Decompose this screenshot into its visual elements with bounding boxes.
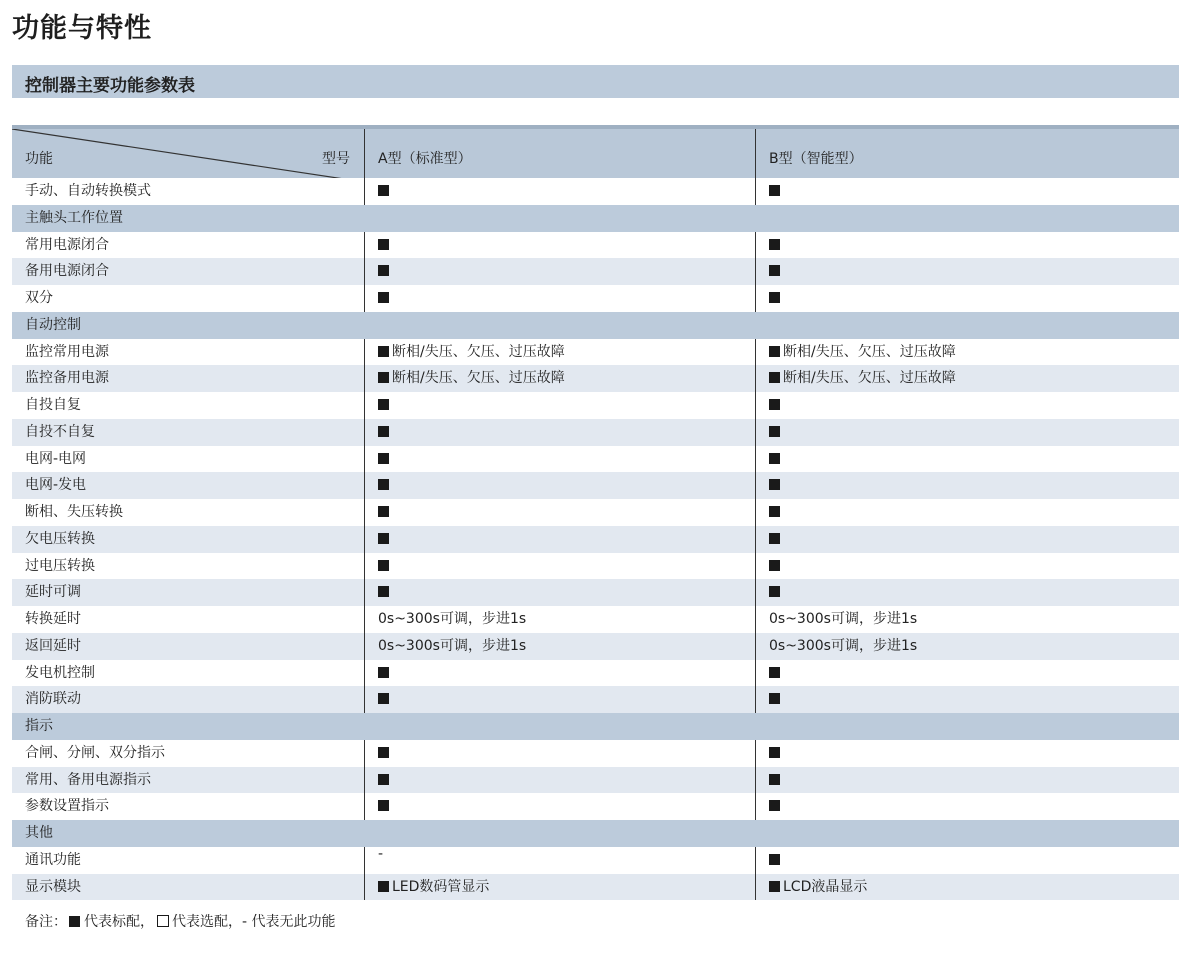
standard-square-icon xyxy=(769,854,780,865)
function-name-cell: 断相、失压转换 xyxy=(25,504,123,520)
footnote-prefix: 备注： xyxy=(25,914,67,930)
standard-square-icon xyxy=(378,239,389,250)
standard-square-icon xyxy=(769,693,780,704)
table-row xyxy=(12,606,1179,633)
type-b-cell: 0s~300s可调，步进1s xyxy=(755,633,1179,660)
type-b-cell xyxy=(755,579,1179,606)
type-b-cell xyxy=(755,472,1179,499)
type-a-cell xyxy=(364,793,755,820)
type-b-cell xyxy=(755,419,1179,446)
table-group-row xyxy=(12,205,1179,232)
header-model-label: 型号 xyxy=(322,151,350,167)
type-b-cell xyxy=(755,446,1179,473)
table-row xyxy=(12,499,1179,526)
standard-square-icon xyxy=(378,747,389,758)
table-row xyxy=(12,767,1179,794)
function-name-cell: 显示模块 xyxy=(25,878,81,895)
type-b-cell xyxy=(755,553,1179,580)
footnote-none-mark: - xyxy=(242,914,248,930)
type-b-cell xyxy=(755,499,1179,526)
type-a-cell: 0s~300s可调，步进1s xyxy=(364,633,755,660)
table-row xyxy=(12,419,1179,446)
standard-square-icon xyxy=(769,560,780,571)
table-group-row xyxy=(12,312,1179,339)
table-row xyxy=(12,178,1179,205)
type-a-cell xyxy=(364,232,755,259)
type-b-cell xyxy=(755,767,1179,794)
function-name-cell: 转换延时 xyxy=(25,611,81,627)
standard-square-icon xyxy=(378,533,389,544)
standard-square-icon xyxy=(378,372,389,383)
header-function-model-cell xyxy=(12,129,364,178)
table-row xyxy=(12,365,1179,392)
type-a-cell xyxy=(364,392,755,419)
function-name-cell: 自投不自复 xyxy=(25,423,95,440)
function-name-cell: 通讯功能 xyxy=(25,851,81,868)
standard-square-icon xyxy=(378,774,389,785)
type-b-cell xyxy=(755,285,1179,312)
standard-square-icon xyxy=(769,372,780,383)
standard-square-icon xyxy=(769,399,780,410)
footnote-none-text: 代表无此功能 xyxy=(251,914,336,930)
function-name-cell: 返回延时 xyxy=(25,637,81,654)
header-type-b-label: B型（智能型） xyxy=(769,151,863,167)
type-a-cell xyxy=(364,740,755,767)
type-a-cell xyxy=(364,767,755,794)
table-group-row xyxy=(12,820,1179,847)
table-row xyxy=(12,660,1179,687)
type-a-cell xyxy=(364,660,755,687)
function-parameter-table xyxy=(12,125,1179,900)
type-a-cell xyxy=(364,499,755,526)
table-row xyxy=(12,686,1179,713)
standard-square-icon xyxy=(378,346,389,357)
group-label: 其他 xyxy=(25,825,53,841)
function-name-cell: 双分 xyxy=(25,290,53,306)
standard-square-icon xyxy=(769,426,780,437)
standard-square-icon xyxy=(769,533,780,544)
function-name-cell: 监控常用电源 xyxy=(25,343,109,360)
standard-square-icon xyxy=(378,506,389,517)
function-name-cell: 欠电压转换 xyxy=(25,530,95,547)
standard-square-icon xyxy=(378,265,389,276)
function-name-cell: 延时可调 xyxy=(25,584,81,601)
group-label: 主触头工作位置 xyxy=(25,209,123,226)
standard-square-icon xyxy=(378,479,389,490)
type-b-cell: LCD液晶显示 xyxy=(755,874,1179,901)
type-b-cell xyxy=(755,178,1179,205)
standard-square-icon xyxy=(769,292,780,303)
table-row xyxy=(12,874,1179,901)
standard-square-icon xyxy=(769,800,780,811)
standard-square-icon xyxy=(769,346,780,357)
function-name-cell: 电网-电网 xyxy=(25,450,87,467)
function-name-cell: 常用电源闭合 xyxy=(25,236,109,253)
optional-square-outline-icon xyxy=(157,915,169,927)
function-name-cell: 合闸、分闸、双分指示 xyxy=(25,744,165,761)
function-name-cell: 发电机控制 xyxy=(25,664,95,681)
type-a-cell xyxy=(364,446,755,473)
type-b-cell xyxy=(755,526,1179,553)
table-body xyxy=(12,178,1179,900)
standard-square-icon xyxy=(769,265,780,276)
group-label: 指示 xyxy=(25,718,53,734)
table-row xyxy=(12,232,1179,259)
table-row xyxy=(12,847,1179,874)
type-a-cell: 0s~300s可调，步进1s xyxy=(364,606,755,633)
type-a-cell xyxy=(364,553,755,580)
standard-square-icon xyxy=(378,667,389,678)
type-a-cell: 断相/失压、欠压、过压故障 xyxy=(364,339,755,366)
header-type-a-label: A型（标准型） xyxy=(378,151,472,167)
standard-square-icon xyxy=(769,747,780,758)
table-row xyxy=(12,258,1179,285)
type-b-cell xyxy=(755,660,1179,687)
standard-square-icon xyxy=(769,881,780,892)
table-row xyxy=(12,472,1179,499)
standard-square-icon xyxy=(378,881,389,892)
header-type-a xyxy=(364,129,755,178)
type-a-cell: 断相/失压、欠压、过压故障 xyxy=(364,365,755,392)
table-row xyxy=(12,579,1179,606)
footnote xyxy=(25,911,336,931)
type-b-cell xyxy=(755,258,1179,285)
type-a-cell xyxy=(364,686,755,713)
type-b-cell xyxy=(755,740,1179,767)
type-b-cell xyxy=(755,232,1179,259)
standard-square-icon xyxy=(769,479,780,490)
header-function-label: 功能 xyxy=(25,151,53,167)
table-row xyxy=(12,392,1179,419)
standard-square-icon xyxy=(378,453,389,464)
type-a-cell xyxy=(364,258,755,285)
standard-square-icon xyxy=(769,667,780,678)
standard-square-icon xyxy=(378,586,389,597)
standard-square-icon xyxy=(378,292,389,303)
type-b-cell xyxy=(755,793,1179,820)
none-mark: - xyxy=(378,846,384,862)
function-name-cell: 消防联动 xyxy=(25,691,81,708)
function-name-cell: 备用电源闭合 xyxy=(25,263,109,280)
standard-square-icon xyxy=(769,586,780,597)
section-header-bar xyxy=(12,65,1179,98)
type-b-cell: 断相/失压、欠压、过压故障 xyxy=(755,339,1179,366)
table-row xyxy=(12,553,1179,580)
group-label: 自动控制 xyxy=(25,316,81,333)
type-b-cell: 0s~300s可调，步进1s xyxy=(755,606,1179,633)
function-name-cell: 手动、自动转换模式 xyxy=(25,183,151,199)
standard-square-icon xyxy=(378,560,389,571)
type-b-cell xyxy=(755,686,1179,713)
table-row xyxy=(12,740,1179,767)
type-b-cell xyxy=(755,847,1179,874)
type-b-cell xyxy=(755,392,1179,419)
footnote-optional-text: 代表选配， xyxy=(172,914,242,930)
standard-square-icon xyxy=(378,800,389,811)
standard-square-icon xyxy=(769,506,780,517)
table-row xyxy=(12,633,1179,660)
type-a-cell xyxy=(364,579,755,606)
function-name-cell: 监控备用电源 xyxy=(25,370,109,387)
standard-square-icon xyxy=(769,239,780,250)
standard-square-icon xyxy=(378,426,389,437)
function-name-cell: 参数设置指示 xyxy=(25,798,109,815)
function-name-cell: 常用、备用电源指示 xyxy=(25,771,151,788)
standard-square-icon xyxy=(769,774,780,785)
function-name-cell: 过电压转换 xyxy=(25,557,95,574)
footnote-standard-text: 代表标配， xyxy=(84,914,154,930)
header-type-b xyxy=(755,129,1179,178)
type-a-cell xyxy=(364,285,755,312)
standard-square-icon xyxy=(769,185,780,196)
standard-square-icon xyxy=(378,399,389,410)
type-a-cell xyxy=(364,847,755,874)
type-a-cell xyxy=(364,472,755,499)
table-row xyxy=(12,446,1179,473)
function-name-cell: 自投自复 xyxy=(25,397,81,413)
table-row xyxy=(12,793,1179,820)
standard-square-icon xyxy=(69,916,80,927)
function-name-cell: 电网-发电 xyxy=(25,477,87,494)
type-a-cell xyxy=(364,526,755,553)
standard-square-icon xyxy=(378,185,389,196)
table-header-row xyxy=(12,125,1179,178)
table-group-row xyxy=(12,713,1179,740)
type-a-cell xyxy=(364,419,755,446)
standard-square-icon xyxy=(378,693,389,704)
standard-square-icon xyxy=(769,453,780,464)
table-row xyxy=(12,339,1179,366)
type-a-cell: LED数码管显示 xyxy=(364,874,755,901)
table-row xyxy=(12,526,1179,553)
type-a-cell xyxy=(364,178,755,205)
table-row xyxy=(12,285,1179,312)
page-title: 功能与特性 xyxy=(12,13,152,44)
type-b-cell: 断相/失压、欠压、过压故障 xyxy=(755,365,1179,392)
header-diagonal-line xyxy=(12,129,364,182)
section-title: 控制器主要功能参数表 xyxy=(25,76,195,96)
